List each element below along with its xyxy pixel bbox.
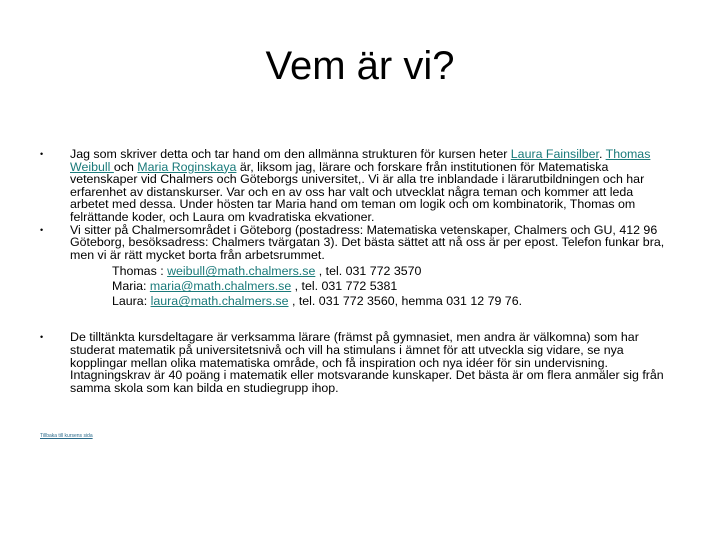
contact-thomas-tel: , tel. 031 772 3570 (315, 264, 422, 279)
contact-maria-name: Maria: (112, 279, 150, 294)
email-laura[interactable]: laura@math.chalmers.se (150, 294, 289, 309)
bullet1-text-3: och (113, 159, 138, 174)
contact-laura (112, 294, 665, 309)
bullet-participants (40, 331, 665, 394)
contact-maria-tel: , tel. 031 772 5381 (291, 279, 398, 294)
slide-body (40, 148, 665, 394)
bullet2-text: Vi sitter på Chalmersområdet i Göteborg (postadress: Matematiska vetenskaper, Chalmers och GU, 412 96 Göteborg, besöksadress: Chalmers tvärgatan 3). Det bästa sättet att nå oss är per epost. Telefon funkar bra, men vi är rätt mycket borta från arbetsrummet. (70, 222, 665, 262)
bullet-about-us (40, 148, 665, 224)
email-thomas[interactable]: weibull@math.chalmers.se (167, 264, 316, 279)
bullet-location (40, 224, 665, 310)
slide-title: Vem är vi? (265, 44, 455, 88)
footer-back-link[interactable]: Tillbaka till kursens sida (40, 433, 93, 439)
contact-laura-tel: , tel. 031 772 3560, hemma 031 12 79 76. (288, 294, 523, 309)
contact-thomas (112, 264, 665, 279)
contact-thomas-name: Thomas : (112, 264, 168, 279)
bullet1-text-4: är, liksom jag, lärare och forskare från institutionen för Matematiska vetenskaper vid Chalmers och Göteborgs universitet,. Vi är alla tre inblandade i lärarutbildningen och har erfarenhet av distanskurser. Var och en av oss har valt och utvecklat några teman och kommer att leda arbetet med dessa. Under hösten tar Maria hand om teman om logik och om kombinatorik, Thomas om felrättande koder, och Laura om kvadratiska ekvationer. (70, 159, 645, 224)
email-maria[interactable]: maria@math.chalmers.se (149, 279, 292, 294)
link-thomas-weibull[interactable]: Thomas Weibull (70, 147, 651, 174)
link-laura-fainsilber[interactable]: Laura Fainsilber (510, 147, 599, 161)
bullet3-text: De tilltänkta kursdeltagare är verksamma lärare (främst på gymnasiet, men andra är välkomna) som har studerat matematik på universitetsnivå och vill ha stimulans i ämnet för att utveckla sig vidare, se nya kopplingar mellan olika matematiska område, och få inspiration och nya idéer för sin undervisning. Intagningskrav är 40 poäng i matematik eller motsvarande kunskaper. Det bästa är om flera anmäler sig från samma skola som kan bilda en studiegrupp ihop. (70, 330, 664, 395)
contact-laura-name: Laura: (112, 294, 151, 309)
bullet1-text-2: . (598, 147, 606, 161)
link-maria-roginskaya[interactable]: Maria Roginskaya (137, 159, 237, 174)
contact-list (70, 264, 665, 309)
bullet1-text-1: Jag som skriver detta och tar hand om den allmänna strukturen för kursen heter (70, 147, 511, 161)
contact-maria (112, 279, 665, 294)
